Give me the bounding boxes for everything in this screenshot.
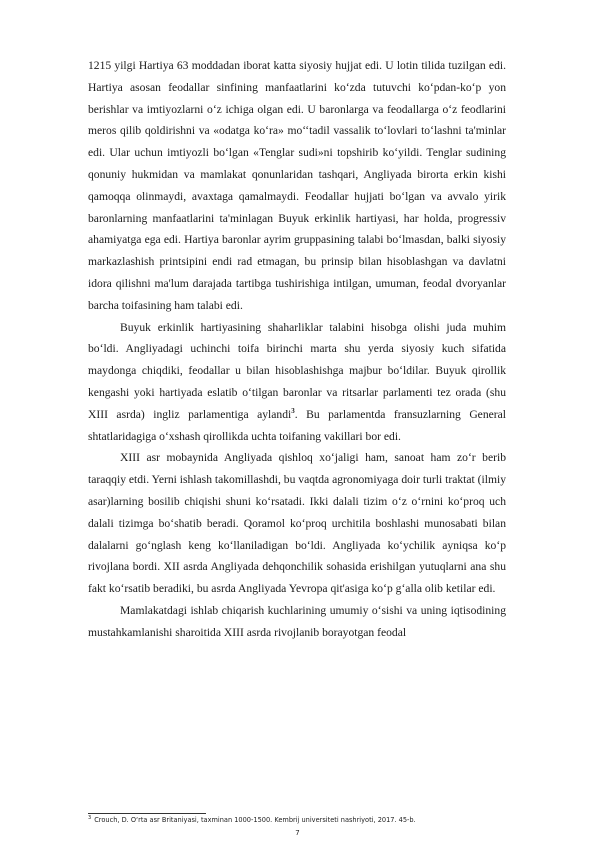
footnote-number: 3 <box>88 814 92 821</box>
footnote-reference[interactable]: 3 <box>291 406 295 415</box>
paragraph-2-text-b: . Bu parlamentda fransuzlarning General shtatlaridagiga o‘xshash qirollikda uchta toifaning vakillari bor edi. <box>88 407 507 443</box>
paragraph-3: XIII asr mobaynida Angliyada qishloq xo‘jaligi ham, sanoat ham zo‘r berib taraqqiy etdi. Yerni ishlash takomillashdi, bu vaqtda agronomiyaga doir turli traktat (ilmiy asar)larning bosilib chiqishi shuni ko‘rsatadi. Ikki dalali tizim o‘z o‘rnini ko‘proq uch dalali tizimga bo‘shatib beradi. Qoramol ko‘proq urchitila boshlashi munosabati bilan dalalarni go‘nglash keng ko‘llaniladigan bo‘ldi. Angliyada ko‘ychilik ayniqsa ko‘p rivojlana bordi. XII asrda Angliyada dehqonchilik sohasida erishilgan yutuqlarni ana shu fakt ko‘rsatib beradiki, bu asrda Angliyada Yevropa qit'asiga ko‘p g‘alla olib ketilar edi. <box>88 451 506 596</box>
body-text <box>88 55 506 644</box>
paragraph-2 <box>88 317 506 448</box>
paragraph-2-text-a: Buyuk erkinlik hartiyasining shaharliklar talabini hisobga olishi juda muhim bo‘ldi. Angliyadagi uchinchi toifa birinchi marta shu yerda siyosiy kuch sifatida maydonga chiqdiki, feodallar u bilan hisoblashishga majbur bo‘ldilar. Buyuk qirollik kengashi yoki hartiyada eslatib o‘tilgan baronlar va ritsarlar parlamenti tez orada (shu XIII asrda) ingliz parlamentiga aylandi <box>88 320 506 421</box>
paragraph-4: Mamlakatdagi ishlab chiqarish kuchlarining umumiy o‘sishi va uning iqtisodining mustahkamlanishi sharoitida XIII asrda rivojlanib borayotgan feodal <box>88 603 506 639</box>
footnote-text: Crouch, D. O‘rta asr Britaniyasi, taxminan 1000-1500. Kembrij universiteti nashriyoti, 2017. 45-b. <box>94 816 416 824</box>
footnote <box>88 815 508 825</box>
page-number: 7 <box>295 829 300 837</box>
footnote-divider <box>88 813 206 814</box>
paragraph-1: 1215 yilgi Hartiya 63 moddadan iborat katta siyosiy hujjat edi. U lotin tilida tuzilgan edi. Hartiya asosan feodallar sinfining manfaatlarini ko‘zda tutuvchi ko‘pdan-ko‘p yon berishlar va imtiyozlarni o‘z ichiga olgan edi. U baronlarga va feodallarga o‘z feodlarini meros qilib qoldirishni va «odatga ko‘ra» mo‘‘tadil vassalik to‘lovlari to‘lashni ta'minlar edi. Ular uchun imtiyozli bo‘lgan «Tenglar sudi»ni topshirib ko‘yildi. Tenglar sudining qonuniy hukmidan va mamlakat qonunlaridan tashqari, Angliyada birorta erkin kishi qamoqqa olinmaydi, avaxtaga qamalmaydi. Feodallar hujjati bo‘lgan va avvalo yirik baronlarning manfaatlarini ta'minlagan Buyuk erkinlik hartiyasi, har holda, progressiv ahamiyatga ega edi. Hartiya baronlar ayrim gruppasining talabi bo‘lmasdan, balki siyosiy markazlashish printsipini endi rad etmagan, bu prinsip bilan hisoblashgan va davlatni idora qilishni ma'lum darajada tartibga tushirishiga intilgan, umuman, feodal dvoryanlar barcha toifasining ham talabi edi. <box>88 59 506 312</box>
